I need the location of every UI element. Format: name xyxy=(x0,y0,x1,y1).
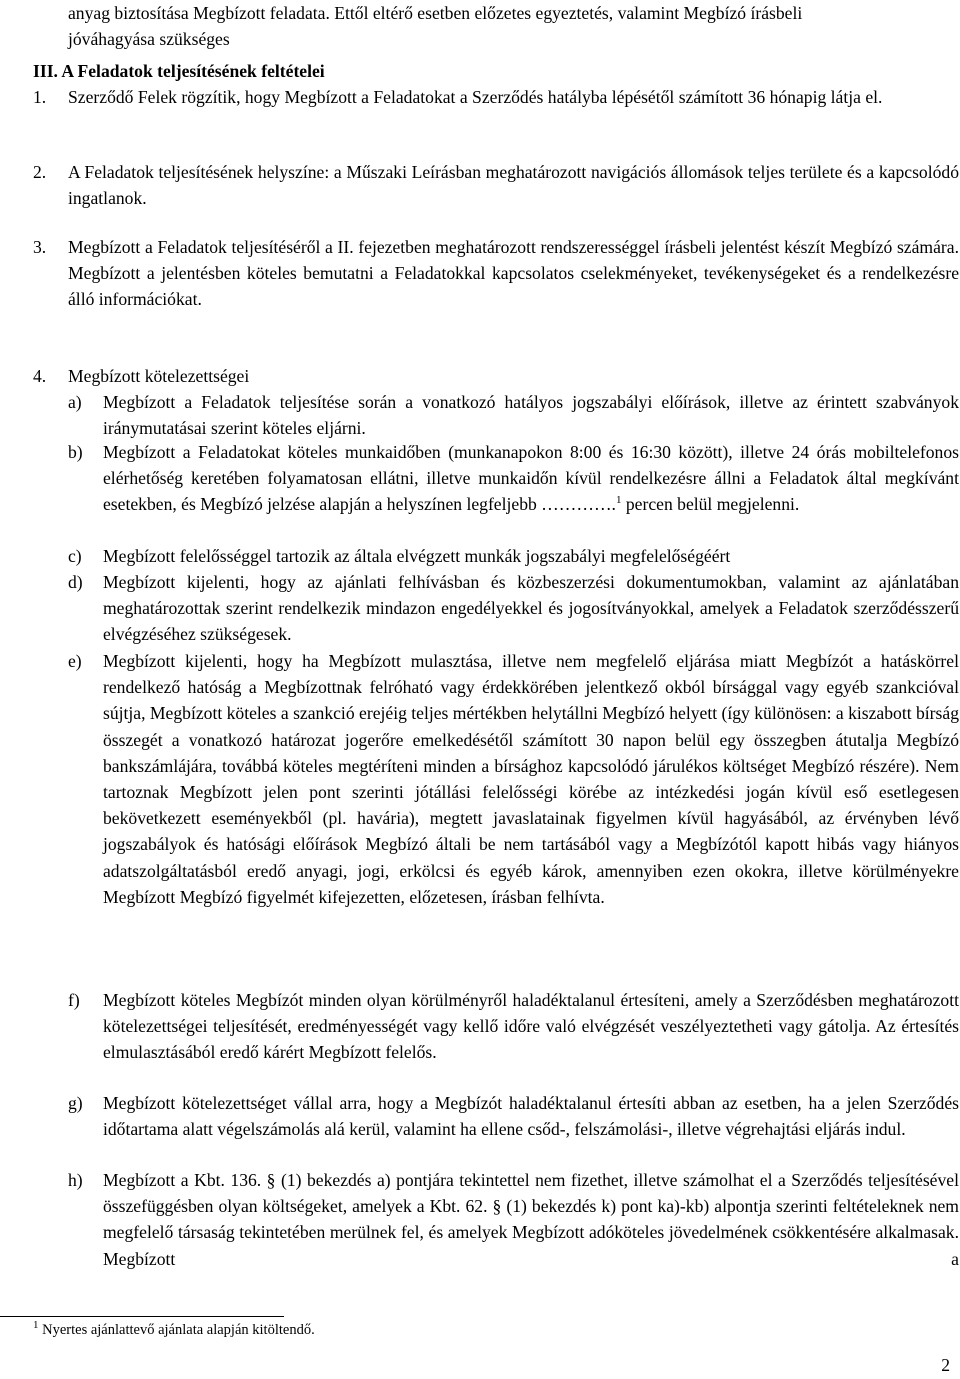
footnote-mark: 1 xyxy=(33,1319,39,1332)
point-1-text: Szerződő Felek rögzítik, hogy Megbízott a Feladatokat a Szerződés hatályba lépésétől számított 36 hónapig látja el. xyxy=(68,87,883,107)
point-2-text: A Feladatok teljesítésének helyszíne: a Műszaki Leírásban meghatározott navigációs állomások teljes területe és a kapcsolódó ingatlanok. xyxy=(68,162,959,209)
footnote xyxy=(33,1320,315,1340)
point-3-text: Megbízott a Feladatok teljesítéséről a II. fejezetben meghatározott rendszerességgel írásbeli jelentést készít Megbízó számára. Megbízott a jelentésben köteles bemutatni a Feladatokkal kapcsolatos cselekményeket, tevékenységeket és a rendelkezésre álló információkat. xyxy=(68,237,959,310)
item-b-text: Megbízott a Feladatokat köteles munkaidőben (munkanapokon 8:00 és 16:30 között), illetve 24 órás mobiltelefonos elérhetőség keretében folyamatosan ellátni, illetve munkaidőn kívül rendelkezésre állni a Feladatok által megkívánt esetekben, és Megbízó jelzése alapján a helyszínen legfeljebb …………. xyxy=(103,442,959,515)
item-h-text: Megbízott a Kbt. 136. § (1) bekezdés a) pontjára tekintettel nem fizethet, illetve számolhat el a Szerződés teljesítésével összefüggésben olyan költségeket, amelyek a Kbt. 62. § (1) bekezdés k) pont ka)-kb) alpontja szerinti feltételeknek nem megfelelő társaság tekintetében merülnek fel, és amelyek Megbízott adóköteles jövedelmének csökkentésére alkalmasak. Megbízott a xyxy=(103,1170,959,1269)
point-4-text: Megbízott kötelezettségei xyxy=(68,366,250,386)
footnote-reference[interactable]: 1 xyxy=(615,494,622,507)
item-g-text: Megbízott kötelezettséget vállal arra, hogy a Megbízót haladéktalanul értesíti abban az esetben, ha a jelen Szerződés időtartama alatt végelszámolás alá kerül, valamint ha ellene csőd-, felszámolási-, illetve végrehajtási eljárás indul. xyxy=(103,1093,959,1140)
item-label: b) xyxy=(68,442,83,462)
item-a-text: Megbízott a Feladatok teljesítése során a vonatkozó hatályos jogszabályi előírások, illetve az érintett szabványok iránymutatásai szerint köteles eljárni. xyxy=(103,392,959,439)
item-b-text-end: percen belül megjelenni. xyxy=(621,494,800,515)
item-c-text: Megbízott felelősséggel tartozik az általa elvégzett munkák jogszabályi megfelelőségéért xyxy=(103,546,731,566)
item-d-text: Megbízott kijelenti, hogy az ajánlati felhívásban és közbeszerzési dokumentumokban, valamint az ajánlatában meghatározottak szerint rendelkezik mindazon engedélyekkel és jogosítványokkal, amelyek a Feladatok szerződésszerű elvégzéséhez szükségesek. xyxy=(103,572,959,645)
page-number: 2 xyxy=(941,1355,950,1375)
footnote-separator xyxy=(0,1316,284,1317)
item-label: a) xyxy=(68,392,82,412)
item-e-text: Megbízott kijelenti, hogy ha Megbízott mulasztása, illetve nem megfelelő eljárása miatt Megbízót a hatáskörrel rendelkező hatóság a Megbízottnak felróható vagy érdekkörében jelentkező okból bírsággal vagy egyéb szankcióval sújtja, Megbízott köteles a szankció erejéig teljes mértékben helytállni Megbízó helyett (így különösen: a kiszabott bírság összegét a vonatkozó határozat jogerőre emelkedésétől számított 30 napon belül egy összegben átutalja Megbízó bankszámlájára, továbbá köteles megtéríteni minden a bírsághoz kapcsolódó járulékos költséget Megbízó részére). Nem tartoznak Megbízott jelen pont szerinti jótállási felelősségi körébe az intézkedési jogán kívül eső esetlegesen bekövetkezett eseményekből (pl. havária), megtett javaslatainak figyelmen kívül hagyásából, az érvényben lévő jogszabályok és hatósági előírások Megbízó általi be nem tartásából vagy a Megbízótól kapott hibás vagy hiányos adatszolgáltatásból eredő anyagi, jogi, erkölcsi és egyéb károk, amennyiben ezen okokra, illetve körülményekre Megbízott Megbízó figyelmét kifejezetten, előzetesen, írásban felhívta. xyxy=(103,651,959,907)
section-title: III. A Feladatok teljesítésének feltételei xyxy=(33,61,325,81)
point-number: 3. xyxy=(33,237,47,257)
item-label: g) xyxy=(68,1093,83,1113)
item-f-text: Megbízott köteles Megbízót minden olyan körülményről haladéktalanul értesíteni, amely a Szerződésben meghatározott kötelezettségei teljesítését, eredményességét vagy kellő időre való elvégzését veszélyeztetheti vagy gátolja. Az értesítés elmulasztásából eredő kárért Megbízott felelős. xyxy=(103,990,959,1063)
item-label: c) xyxy=(68,546,82,566)
item-label: e) xyxy=(68,651,82,671)
item-label: d) xyxy=(68,572,83,592)
point-number: 1. xyxy=(33,87,47,107)
point-number: 2. xyxy=(33,162,47,182)
footnote-text: Nyertes ajánlattevő ajánlata alapján kitöltendő. xyxy=(38,1322,315,1338)
item-label: h) xyxy=(68,1170,83,1190)
item-b-paragraph xyxy=(103,439,959,518)
intro-paragraph: anyag biztosítása Megbízott feladata. Ettől eltérő esetben előzetes egyeztetés, valamint Megbízó írásbeli jóváhagyása szükséges xyxy=(68,3,803,50)
item-label: f) xyxy=(68,990,80,1010)
point-number: 4. xyxy=(33,366,47,386)
